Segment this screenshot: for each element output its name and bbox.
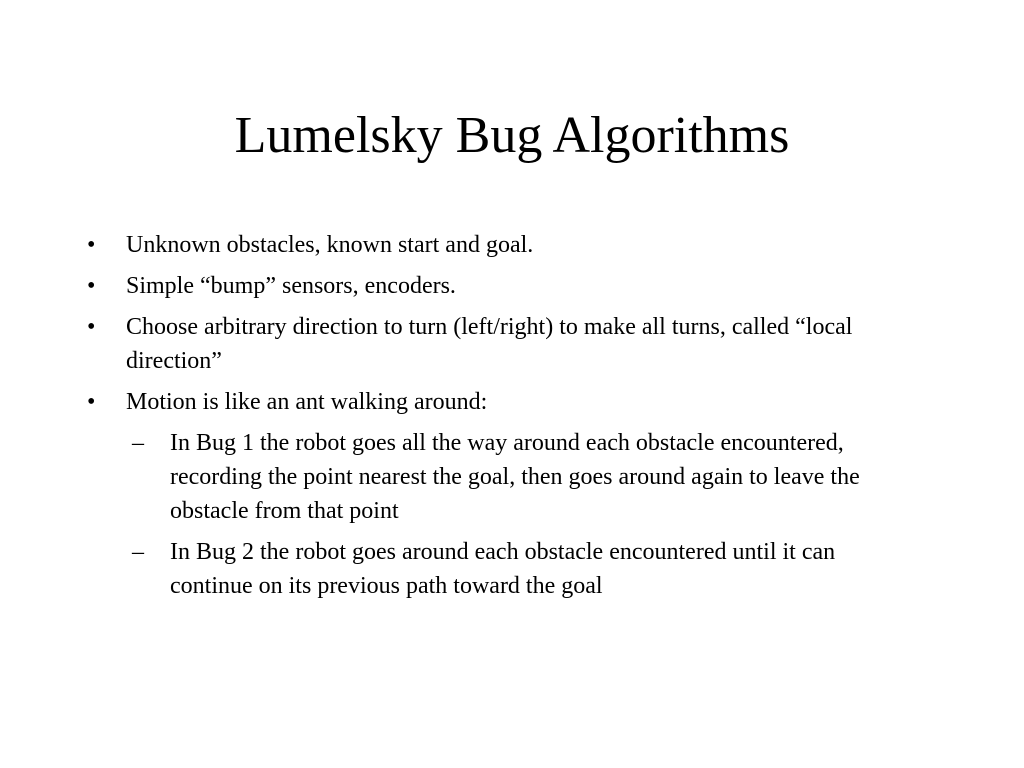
sub-bullet-marker: – bbox=[132, 539, 144, 565]
bullet-text: Simple “bump” sensors, encoders. bbox=[126, 273, 456, 299]
sub-bullet-text: In Bug 2 the robot goes around each obstacle encountered until it can continue on its previous path toward the goal bbox=[170, 539, 836, 599]
bullet-item bbox=[0, 269, 916, 303]
sub-bullet-item bbox=[126, 426, 900, 528]
bullet-list bbox=[0, 228, 1024, 610]
bullet-item bbox=[0, 228, 916, 262]
bullet-marker: • bbox=[87, 273, 96, 299]
bullet-text: Unknown obstacles, known start and goal. bbox=[126, 232, 534, 258]
sub-bullet-item bbox=[126, 535, 900, 603]
sub-bullet-text: In Bug 1 the robot goes all the way around each obstacle encountered, recording the point nearest the goal, then goes around again to leave the obstacle from that point bbox=[170, 430, 860, 524]
bullet-item bbox=[0, 385, 916, 603]
sub-bullet-list bbox=[126, 426, 916, 603]
slide-title: Lumelsky Bug Algorithms bbox=[234, 107, 790, 164]
bullet-marker: • bbox=[87, 314, 96, 340]
sub-bullet-marker: – bbox=[132, 430, 144, 456]
bullet-text: Motion is like an ant walking around: bbox=[126, 389, 488, 415]
bullet-marker: • bbox=[87, 232, 96, 258]
bullet-item bbox=[0, 310, 916, 378]
bullet-marker: • bbox=[87, 389, 96, 415]
bullet-text: Choose arbitrary direction to turn (left/right) to make all turns, called “local direction” bbox=[126, 314, 853, 374]
